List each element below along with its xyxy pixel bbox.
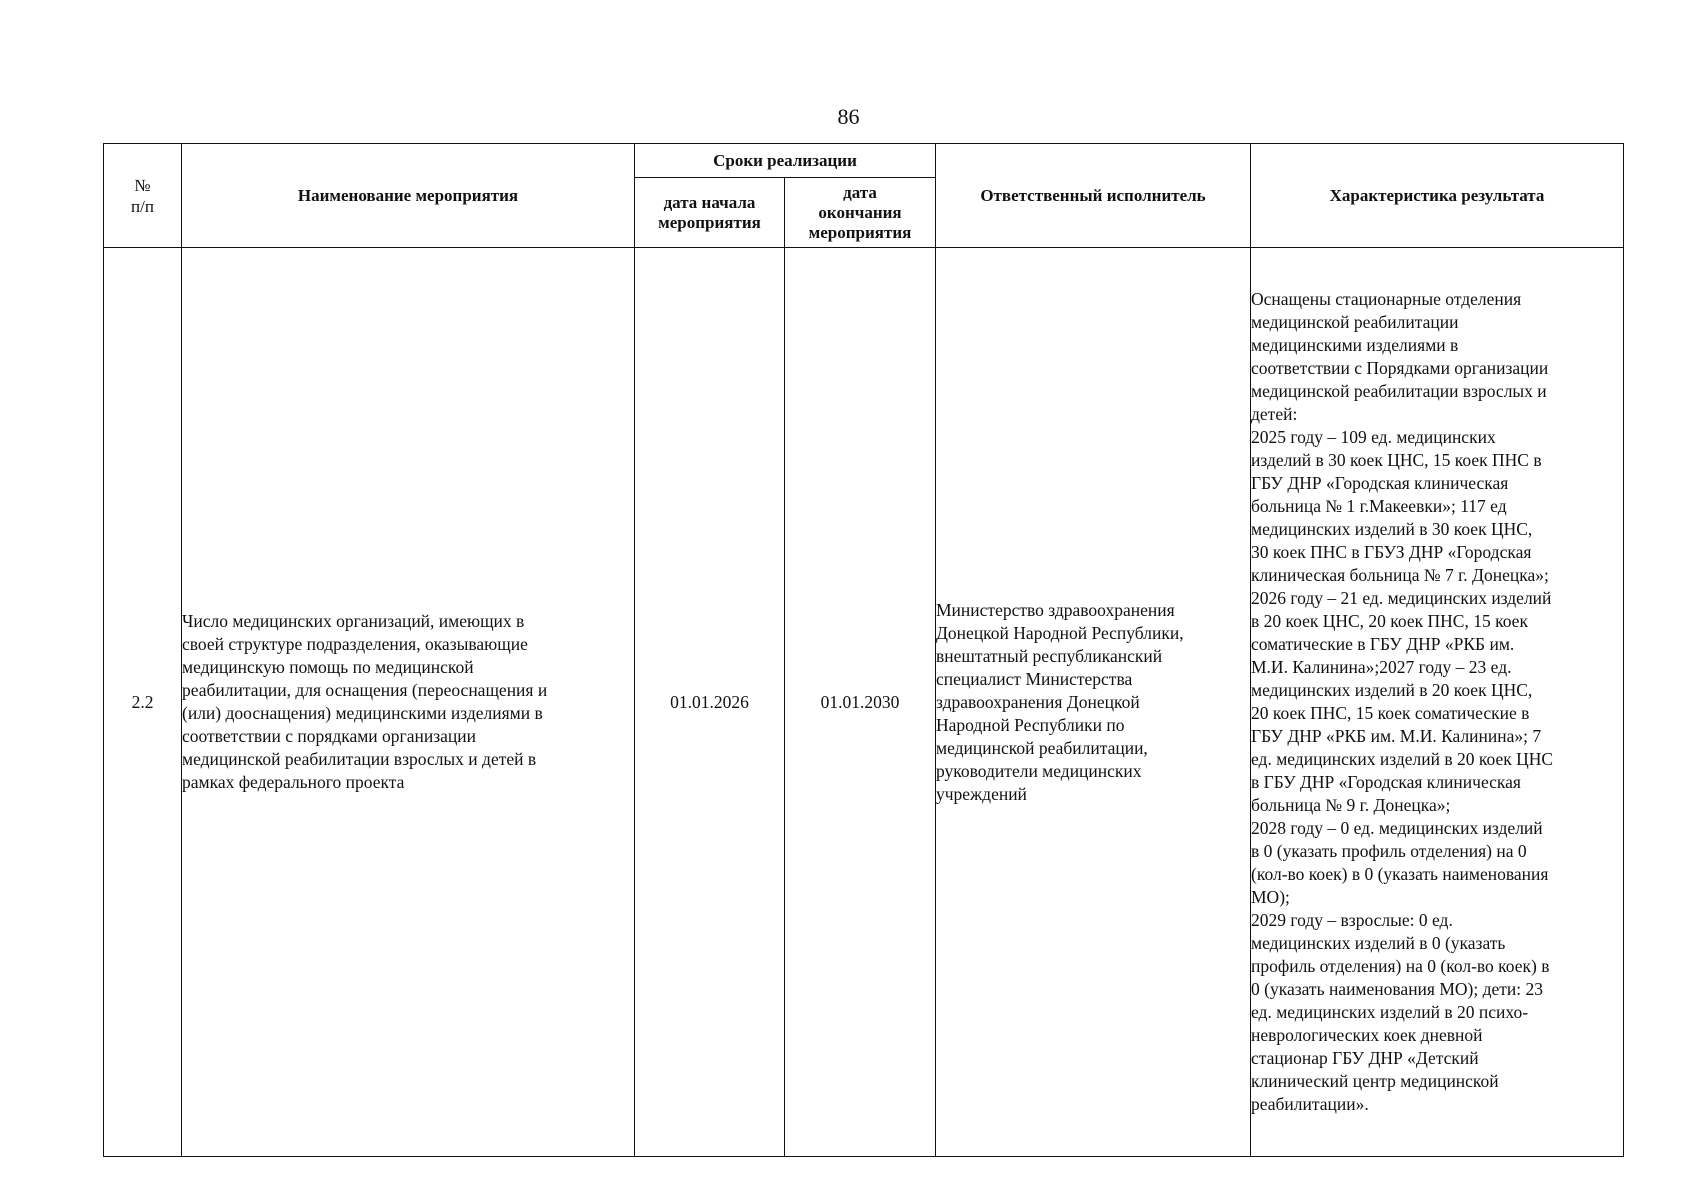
executor-line: руководители медицинских <box>936 760 1142 781</box>
result-line: 2029 году – взрослые: 0 ед. <box>1251 910 1453 930</box>
executor-line: Народной Республики по <box>936 714 1125 735</box>
executor-line: здравоохранения Донецкой <box>936 691 1140 712</box>
header-result: Характеристика результата <box>1251 144 1624 248</box>
measure-name-line: своей структуре подразделения, оказывающие <box>182 634 528 654</box>
header-executor: Ответственный исполнитель <box>936 144 1251 248</box>
measure-name-line: медицинскую помощь по медицинской <box>182 657 474 677</box>
result-line: медицинских изделий в 20 коек ЦНС, <box>1251 680 1533 700</box>
result-line: 0 (указать наименования МО); дети: 23 <box>1251 979 1544 999</box>
result-line: медицинских изделий в 30 коек ЦНС, <box>1251 519 1533 539</box>
result-line: клинический центр медицинской <box>1251 1071 1499 1091</box>
executor-line: Министерство здравоохранения <box>936 599 1175 620</box>
page-number: 86 <box>837 104 860 129</box>
measure-name-line: (или) дооснащения) медицинскими изделиями в <box>182 703 543 723</box>
result-line: медицинской реабилитации взрослых и <box>1251 381 1547 401</box>
measure-name <box>182 610 634 794</box>
result-cell <box>1251 248 1624 1157</box>
measure-name-line: медицинской реабилитации взрослых и детей в <box>182 749 537 769</box>
result-line: медицинской реабилитации <box>1251 312 1459 332</box>
header-end-line1: дата <box>843 182 877 202</box>
result-line: медицинскими изделиями в <box>1251 335 1459 355</box>
result-line: ГБУ ДНР «Городская клиническая <box>1251 473 1509 493</box>
result-line: ед. медицинских изделий в 20 психо- <box>1251 1002 1529 1022</box>
result-line: 30 коек ПНС в ГБУЗ ДНР «Городская <box>1251 542 1532 562</box>
result-text <box>1251 288 1623 1116</box>
executor-line: Донецкой Народной Республики, <box>936 622 1184 643</box>
header-number-sub: п/п <box>131 196 154 216</box>
measure-name-cell <box>182 248 635 1157</box>
result-line: изделий в 30 коек ЦНС, 15 коек ПНС в <box>1251 450 1542 470</box>
header-end-line2: окончания <box>818 202 902 222</box>
executor-text <box>936 599 1250 806</box>
result-line: Оснащены стационарные отделения <box>1251 289 1522 309</box>
executor-line: специалист Министерства <box>936 668 1133 689</box>
result-line: в ГБУ ДНР «Городская клиническая <box>1251 772 1521 792</box>
result-line: М.И. Калинина»;2027 году – 23 ед. <box>1251 657 1512 677</box>
result-line: профиль отделения) на 0 (кол-во коек) в <box>1251 956 1550 976</box>
result-line: (кол-во коек) в 0 (указать наименования <box>1251 864 1549 884</box>
result-line: детей: <box>1251 404 1298 424</box>
end-date-cell: 01.01.2030 <box>785 248 936 1157</box>
measures-table <box>103 143 1624 1157</box>
result-line: МО); <box>1251 887 1290 907</box>
result-line: клиническая больница № 7 г. Донецка»; <box>1251 565 1549 585</box>
result-line: соответствии с Порядками организации <box>1251 358 1549 378</box>
measure-name-line: соответствии с порядками организации <box>182 726 476 746</box>
result-line: реабилитации». <box>1251 1094 1369 1114</box>
result-line: больница № 1 г.Макеевки»; 117 ед <box>1251 496 1507 516</box>
start-date-cell: 01.01.2026 <box>635 248 785 1157</box>
measure-name-line: реабилитации, для оснащения (переоснащения и <box>182 680 548 700</box>
result-line: соматические в ГБУ ДНР «РКБ им. <box>1251 634 1515 654</box>
result-line: 2026 году – 21 ед. медицинских изделий <box>1251 588 1552 608</box>
executor-line: внештатный республиканский <box>936 645 1163 666</box>
header-end-line3: мероприятия <box>808 222 912 242</box>
result-line: ГБУ ДНР «РКБ им. М.И. Калинина»; 7 <box>1251 726 1542 746</box>
header-end-date <box>785 178 936 248</box>
header-start-date <box>635 178 785 248</box>
executor-cell <box>936 248 1251 1157</box>
result-line: 2025 году – 109 ед. медицинских <box>1251 427 1496 447</box>
result-line: 2028 году – 0 ед. медицинских изделий <box>1251 818 1543 838</box>
result-line: в 0 (указать профиль отделения) на 0 <box>1251 841 1527 861</box>
result-line: медицинских изделий в 0 (указать <box>1251 933 1506 953</box>
result-line: больница № 9 г. Донецка»; <box>1251 795 1451 815</box>
header-terms: Сроки реализации <box>635 144 936 178</box>
header-start-line2: мероприятия <box>658 212 761 232</box>
header-number <box>104 144 182 248</box>
measure-name-line: рамках федерального проекта <box>182 772 405 792</box>
executor-line: учреждений <box>936 783 1027 804</box>
header-number-symbol: № <box>134 175 151 195</box>
row-number: 2.2 <box>104 248 182 1157</box>
measure-name-line: Число медицинских организаций, имеющих в <box>182 611 525 631</box>
result-line: неврологических коек дневной <box>1251 1025 1483 1045</box>
result-line: в 20 коек ЦНС, 20 коек ПНС, 15 коек <box>1251 611 1528 631</box>
result-line: 20 коек ПНС, 15 коек соматические в <box>1251 703 1530 723</box>
executor-line: медицинской реабилитации, <box>936 737 1148 758</box>
header-start-line1: дата начала <box>663 192 756 212</box>
result-line: стационар ГБУ ДНР «Детский <box>1251 1048 1479 1068</box>
result-line: ед. медицинских изделий в 20 коек ЦНС <box>1251 749 1554 769</box>
header-name: Наименование мероприятия <box>182 144 635 248</box>
table-row <box>104 248 1624 1157</box>
